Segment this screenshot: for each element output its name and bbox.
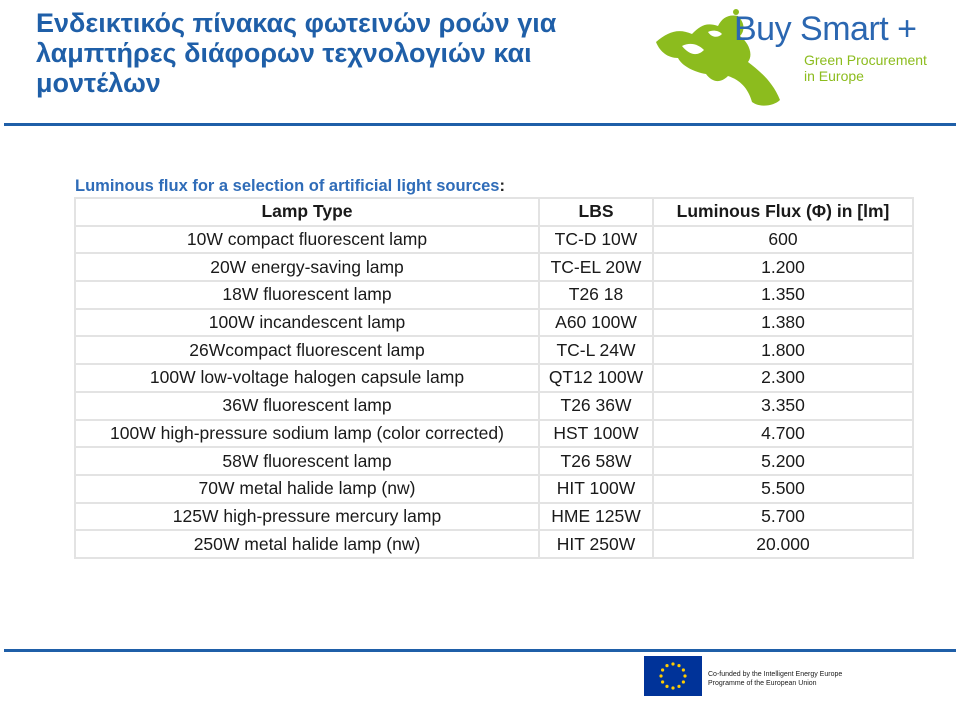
cell-luminous-flux: 1.380 bbox=[653, 309, 913, 337]
table-row bbox=[75, 530, 913, 558]
eu-flag-icon bbox=[644, 656, 702, 696]
cell-luminous-flux: 1.350 bbox=[653, 281, 913, 309]
cell-luminous-flux: 2.300 bbox=[653, 364, 913, 392]
table-caption-text: Luminous flux for a selection of artificial light sources bbox=[75, 177, 500, 195]
table-row bbox=[75, 364, 913, 392]
cell-lbs: T26 58W bbox=[539, 447, 653, 475]
slide-title-line-2: λαμπτήρες διάφορων τεχνολογιών και bbox=[36, 38, 532, 68]
eu-star-icon bbox=[677, 664, 680, 667]
cell-luminous-flux: 3.350 bbox=[653, 392, 913, 420]
cell-lamp-type: 18W fluorescent lamp bbox=[75, 281, 539, 309]
cell-luminous-flux: 5.500 bbox=[653, 475, 913, 503]
table-body bbox=[75, 226, 913, 558]
slide-title-line-3: μοντέλων bbox=[36, 68, 161, 98]
table-caption-colon: : bbox=[499, 177, 505, 195]
cell-lbs: TC-L 24W bbox=[539, 336, 653, 364]
cell-lamp-type: 36W fluorescent lamp bbox=[75, 392, 539, 420]
cell-lbs: TC-EL 20W bbox=[539, 253, 653, 281]
buy-smart-logo bbox=[648, 2, 960, 114]
eu-star-icon bbox=[677, 685, 680, 688]
table-row bbox=[75, 253, 913, 281]
logo-tagline-line-1: Green Procurement bbox=[804, 52, 927, 68]
header-luminous-flux: Luminous Flux (Φ) in [lm] bbox=[653, 198, 913, 226]
cell-luminous-flux: 1.800 bbox=[653, 336, 913, 364]
table-caption bbox=[75, 176, 505, 196]
cell-lbs: QT12 100W bbox=[539, 364, 653, 392]
cell-luminous-flux: 20.000 bbox=[653, 530, 913, 558]
luminous-flux-table bbox=[74, 197, 914, 559]
eu-star-icon bbox=[683, 674, 686, 677]
cell-lamp-type: 100W high-pressure sodium lamp (color corrected) bbox=[75, 420, 539, 448]
cell-lbs: TC-D 10W bbox=[539, 226, 653, 254]
eu-star-icon bbox=[665, 664, 668, 667]
table-row bbox=[75, 336, 913, 364]
cell-lamp-type: 70W metal halide lamp (nw) bbox=[75, 475, 539, 503]
logo-tagline-line-2: in Europe bbox=[804, 68, 864, 84]
cell-lbs: T26 36W bbox=[539, 392, 653, 420]
eu-star-icon bbox=[682, 680, 685, 683]
footer-line-2: Programme of the European Union bbox=[708, 680, 817, 687]
cell-luminous-flux: 5.200 bbox=[653, 447, 913, 475]
header-lbs: LBS bbox=[539, 198, 653, 226]
table-header-row bbox=[75, 198, 913, 226]
slide-title-line-1: Ενδεικτικός πίνακας φωτεινών ροών για bbox=[36, 8, 557, 38]
cell-lamp-type: 20W energy-saving lamp bbox=[75, 253, 539, 281]
logo-tagline bbox=[804, 52, 927, 84]
footer-divider bbox=[4, 649, 956, 652]
eu-star-icon bbox=[682, 668, 685, 671]
table-row bbox=[75, 309, 913, 337]
eu-star-icon bbox=[659, 674, 662, 677]
cell-lbs: A60 100W bbox=[539, 309, 653, 337]
cell-lamp-type: 125W high-pressure mercury lamp bbox=[75, 503, 539, 531]
table-row bbox=[75, 392, 913, 420]
footer-cofunding-note bbox=[708, 670, 842, 688]
cell-lbs: T26 18 bbox=[539, 281, 653, 309]
logo-wordmark: Buy Smart + bbox=[734, 10, 917, 48]
eu-star-icon bbox=[661, 680, 664, 683]
cell-lbs: HME 125W bbox=[539, 503, 653, 531]
slide-title bbox=[36, 8, 676, 98]
cell-luminous-flux: 4.700 bbox=[653, 420, 913, 448]
table-row bbox=[75, 503, 913, 531]
eu-star-icon bbox=[665, 685, 668, 688]
table-row bbox=[75, 447, 913, 475]
cell-lbs: HST 100W bbox=[539, 420, 653, 448]
cell-lamp-type: 58W fluorescent lamp bbox=[75, 447, 539, 475]
footer-line-1: Co-funded by the Intelligent Energy Europe bbox=[708, 671, 843, 678]
cell-lbs: HIT 100W bbox=[539, 475, 653, 503]
eu-star-icon bbox=[671, 662, 674, 665]
table-row bbox=[75, 420, 913, 448]
cell-luminous-flux: 5.700 bbox=[653, 503, 913, 531]
cell-lamp-type: 10W compact fluorescent lamp bbox=[75, 226, 539, 254]
header-divider bbox=[4, 123, 956, 126]
table-row bbox=[75, 475, 913, 503]
cell-luminous-flux: 1.200 bbox=[653, 253, 913, 281]
cell-lamp-type: 100W low-voltage halogen capsule lamp bbox=[75, 364, 539, 392]
table-row bbox=[75, 226, 913, 254]
header-lamp-type: Lamp Type bbox=[75, 198, 539, 226]
table-row bbox=[75, 281, 913, 309]
eu-star-icon bbox=[671, 686, 674, 689]
cell-lamp-type: 100W incandescent lamp bbox=[75, 309, 539, 337]
cell-lamp-type: 250W metal halide lamp (nw) bbox=[75, 530, 539, 558]
cell-lamp-type: 26Wcompact fluorescent lamp bbox=[75, 336, 539, 364]
cell-lbs: HIT 250W bbox=[539, 530, 653, 558]
eu-star-icon bbox=[661, 668, 664, 671]
cell-luminous-flux: 600 bbox=[653, 226, 913, 254]
